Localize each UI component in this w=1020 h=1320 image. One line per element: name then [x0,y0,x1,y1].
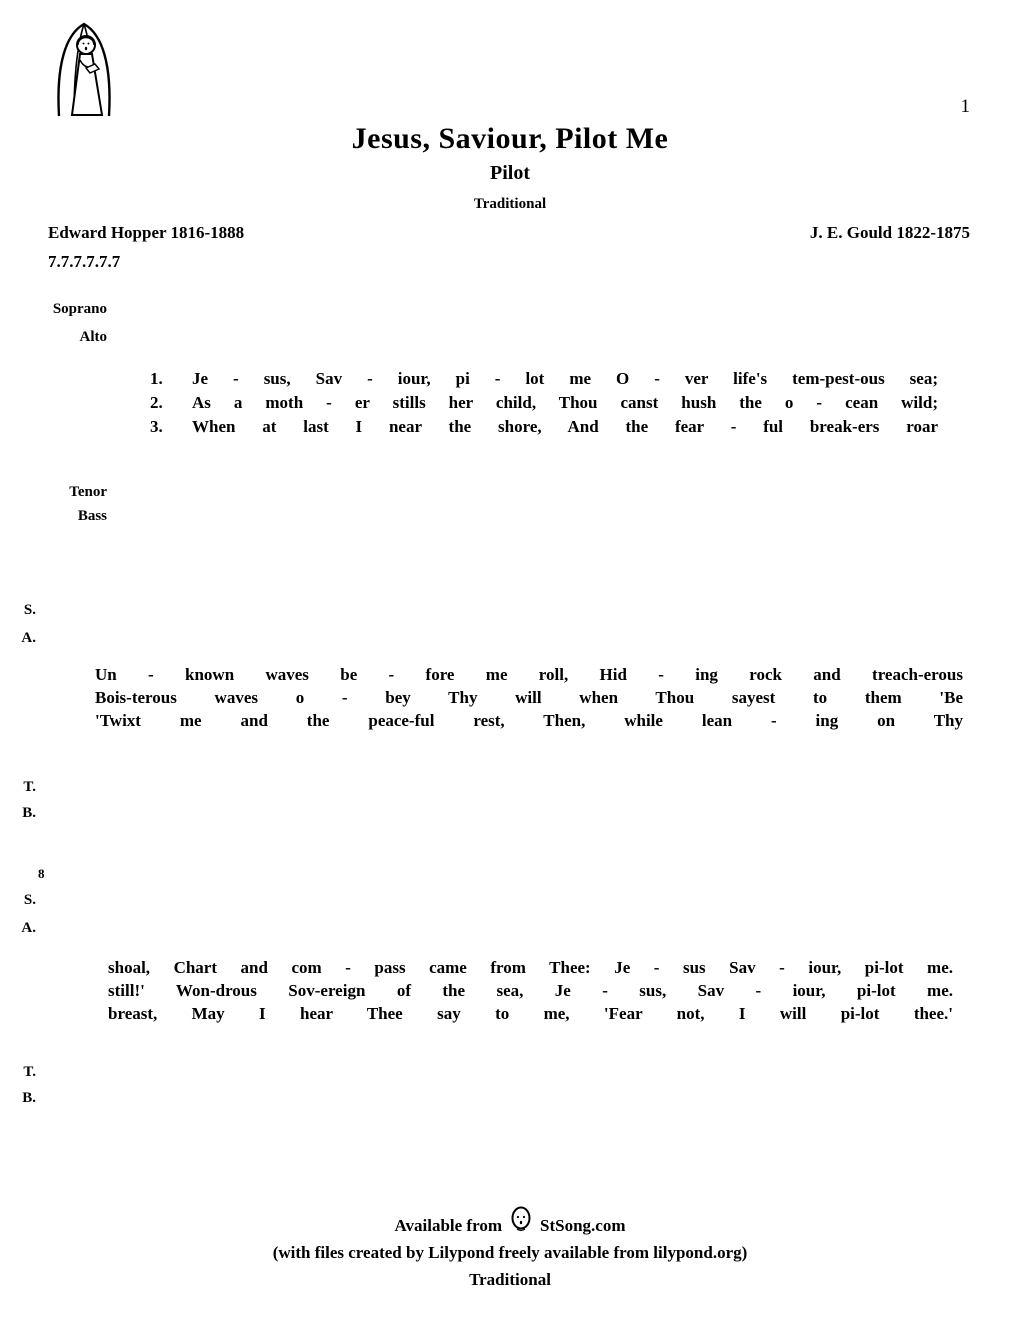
label-s3-bass: B. [22,1090,36,1106]
verse-number: 1. [150,369,163,388]
label-s3-alto: A. [21,920,36,936]
verse-line-3-1 [108,957,953,979]
footer-pre-text: Available from [394,1216,502,1235]
verse-number: 2. [150,393,163,412]
label-bass: Bass [77,508,107,524]
label-s2-soprano: S. [23,602,36,618]
verse-line-3-3 [108,1003,953,1025]
label-s2-alto: A. [21,630,36,646]
label-s2-bass: B. [22,805,36,821]
page-number: 1 [960,96,970,117]
label-s3-tenor: T. [23,1064,36,1080]
footer-traditional: Traditional [469,1270,551,1289]
verse-line-1-1 [150,368,938,390]
verse-text: 'Twixt me and the peace-ful rest, Then, while lean - ing on Thy [95,711,963,730]
measure-number: 8 [38,866,45,881]
verse-text: shoal, Chart and com - pass came from Thee: Je - sus Sav - iour, pi-lot me. [108,958,953,977]
verse-line-2-3 [95,710,963,732]
tagline: Traditional [473,196,547,212]
label-alto: Alto [79,329,107,345]
verse-number: 3. [150,417,163,436]
footer-lilypond-note: (with files created by Lilypond freely available from lilypond.org) [272,1243,748,1262]
verse-text: Bois-terous waves o - bey Thy will when Thou sayest to them 'Be [95,688,963,707]
verse-text: Je - sus, Sav - iour, pi - lot me O - ver life's tem-pest-ous sea; [192,369,938,388]
verse-text: still!' Won-drous Sov-ereign of the sea, Je - sus, Sav - iour, pi-lot me. [108,981,953,1000]
poet-credit: Edward Hopper 1816-1888 [48,223,245,242]
verse-line-1-3 [150,416,938,438]
footer-site-link[interactable]: StSong.com [540,1216,626,1235]
publisher-angel-logo [52,16,120,118]
label-s2-tenor: T. [23,779,36,795]
label-tenor: Tenor [69,484,107,500]
verse-text: When at last I near the shore, And the fear - ful break-ers roar [192,417,938,436]
verse-text: As a moth - er stills her child, Thou canst hush the o - cean wild; [192,393,938,412]
verse-line-2-1 [95,664,963,686]
label-soprano: Soprano [52,301,107,317]
footer-availability [0,1216,1020,1236]
verse-line-2-2 [95,687,963,709]
stsong-face-icon [509,1205,533,1235]
verse-text: breast, May I hear Thee say to me, 'Fear not, I will pi-lot thee.' [108,1004,953,1023]
meter-label: 7.7.7.7.7.7 [48,252,121,271]
label-s3-soprano: S. [23,892,36,908]
tune-name: Pilot [490,162,530,184]
verse-text: Un - known waves be - fore me roll, Hid - ing rock and treach-erous [95,665,963,684]
verse-line-3-2 [108,980,953,1002]
composer-credit: J. E. Gould 1822-1875 [809,223,970,242]
verse-line-1-2 [150,392,938,414]
page-title: Jesus, Saviour, Pilot Me [351,122,669,155]
